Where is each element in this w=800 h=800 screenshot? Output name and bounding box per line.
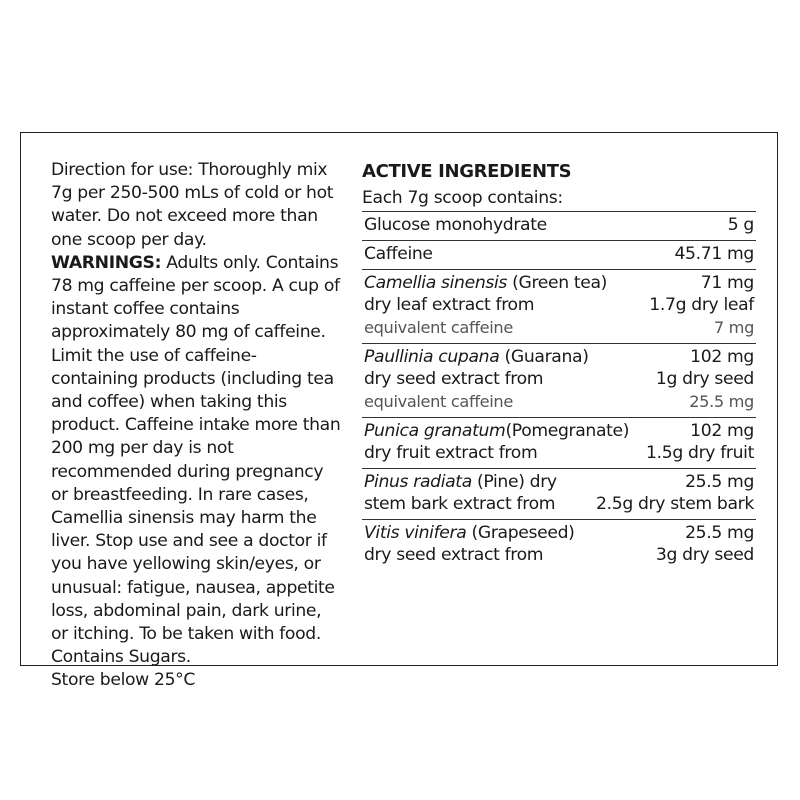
equivalent-caffeine-label: equivalent caffeine bbox=[364, 392, 513, 411]
ingredient-amount: 45.71 mg bbox=[674, 244, 754, 264]
ingredient-amount: 25.5 mg bbox=[685, 472, 754, 492]
supplement-label bbox=[20, 132, 778, 691]
ingredient-name bbox=[364, 272, 607, 294]
ingredient-name bbox=[364, 346, 589, 368]
ingredient-amount: 71 mg bbox=[700, 273, 754, 293]
active-ingredients-title: ACTIVE INGREDIENTS bbox=[362, 161, 572, 182]
ingredient-name bbox=[364, 420, 629, 442]
extract-type: dry seed extract from bbox=[364, 545, 544, 565]
equivalent-caffeine-label: equivalent caffeine bbox=[364, 318, 513, 337]
directions-text: Direction for use: Thoroughly mix 7g per 250-500 mLs of cold or hot water. Do not exceed more than one scoop per day. bbox=[51, 160, 334, 250]
extract-source: 2.5g dry stem bark bbox=[596, 494, 754, 514]
sugars-note: Contains Sugars. bbox=[51, 647, 191, 668]
common-name: (Pomegranate) bbox=[505, 421, 630, 441]
extract-source: 1.7g dry leaf bbox=[649, 295, 754, 315]
warnings-text: Adults only. Contains 78 mg caffeine per scoop. A cup of instant coffee contains approximately 80 mg of caffeine. Limit the use of caffeine-containing products (including tea and coffee) when taking this product. Caffeine intake more than 200 mg per day is not recommended during pregnancy or breastfeeding. In rare cases, Camellia sinensis may harm the liver. Stop use and see a doctor if you have yellowing skin/eyes, or unusual: fatigue, nausea, appetite loss, abdominal pain, dark urine, or itching. To be taken with food. bbox=[51, 252, 341, 645]
ingredient-row-green-tea bbox=[362, 269, 756, 343]
directions-warnings-column bbox=[51, 159, 343, 693]
extract-type: dry seed extract from bbox=[364, 369, 544, 389]
latin-name: Paullinia cupana bbox=[364, 347, 500, 367]
common-name: (Guarana) bbox=[499, 347, 589, 367]
equivalent-caffeine-value: 25.5 mg bbox=[689, 392, 754, 411]
latin-name: Vitis vinifera bbox=[364, 523, 467, 543]
common-name: (Pine) dry bbox=[471, 472, 557, 492]
equivalent-caffeine-value: 7 mg bbox=[713, 318, 754, 337]
ingredient-row-pomegranate bbox=[362, 417, 756, 468]
warnings-label: WARNINGS: bbox=[51, 252, 162, 273]
ingredient-name bbox=[364, 471, 557, 493]
ingredient-amount: 102 mg bbox=[690, 347, 754, 367]
extract-source: 3g dry seed bbox=[655, 545, 754, 565]
ingredient-amount: 5 g bbox=[727, 215, 754, 235]
common-name: (Grapeseed) bbox=[466, 523, 575, 543]
ingredient-amount: 25.5 mg bbox=[685, 523, 754, 543]
storage-note: Store below 25°C bbox=[51, 670, 196, 691]
ingredient-name: Caffeine bbox=[364, 244, 433, 264]
ingredient-row-pine bbox=[362, 468, 756, 519]
extract-type: dry leaf extract from bbox=[364, 295, 535, 315]
extract-type: stem bark extract from bbox=[364, 494, 556, 514]
latin-name: Pinus radiata bbox=[364, 472, 472, 492]
warnings-paragraph bbox=[51, 252, 343, 646]
ingredient-row-caffeine bbox=[362, 240, 756, 269]
extract-source: 1.5g dry fruit bbox=[646, 443, 754, 463]
active-ingredients-column bbox=[362, 159, 756, 570]
extract-type: dry fruit extract from bbox=[364, 443, 538, 463]
ingredient-row-grapeseed bbox=[362, 519, 756, 570]
latin-name: Camellia sinensis bbox=[364, 273, 507, 293]
ingredient-row-guarana bbox=[362, 343, 756, 417]
extract-source: 1g dry seed bbox=[655, 369, 754, 389]
ingredient-name: Glucose monohydrate bbox=[364, 215, 547, 235]
ingredient-name bbox=[364, 522, 575, 544]
ingredient-row-glucose bbox=[362, 211, 756, 240]
common-name: (Green tea) bbox=[507, 273, 608, 293]
ingredient-amount: 102 mg bbox=[690, 421, 754, 441]
scoop-subtitle: Each 7g scoop contains: bbox=[362, 188, 563, 208]
latin-name: Punica granatum bbox=[364, 421, 506, 441]
